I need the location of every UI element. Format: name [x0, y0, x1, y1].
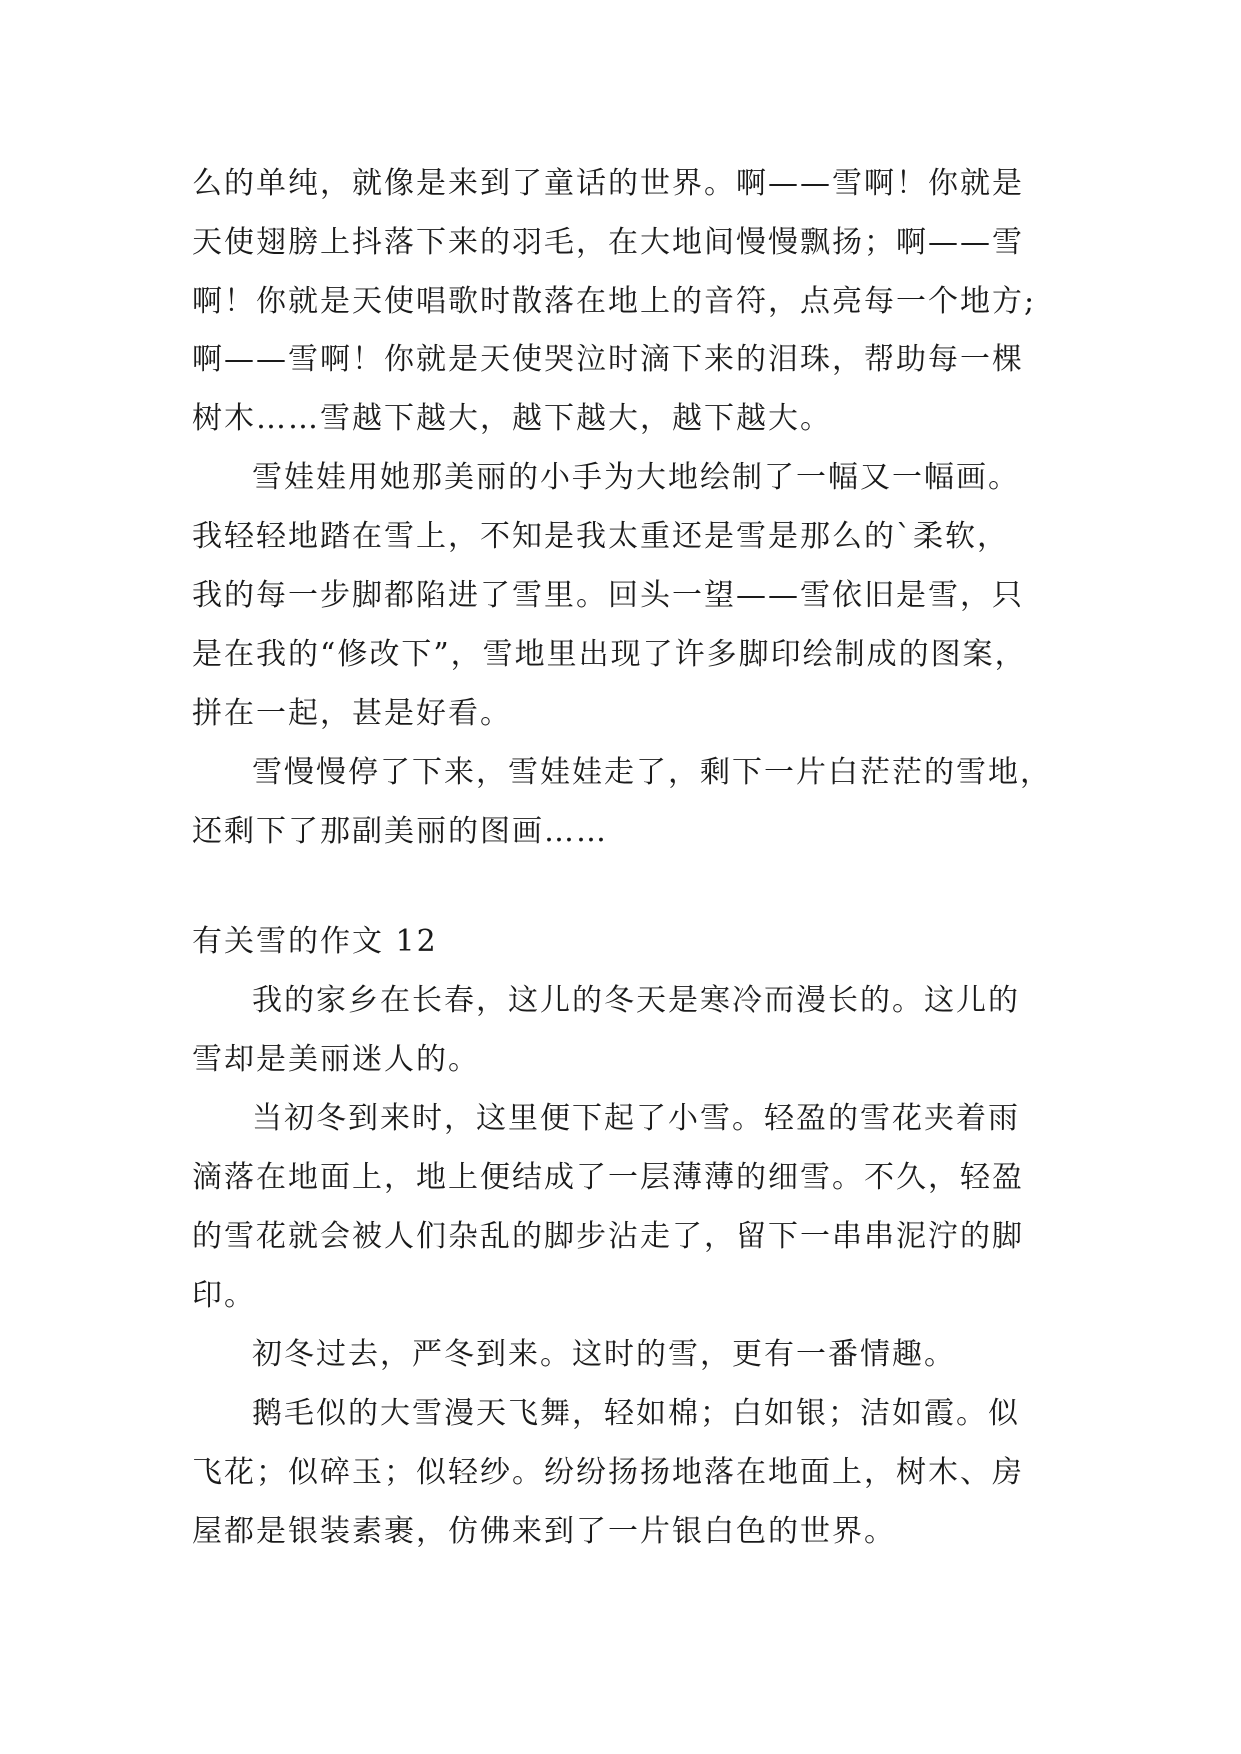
paragraph-line: 还剩下了那副美丽的图画…… — [192, 814, 608, 849]
paragraph-line: 鹅毛似的大雪漫天飞舞，轻如棉；白如银；洁如霞。似 — [252, 1396, 1020, 1431]
paragraph-line: 啊——雪啊！你就是天使哭泣时滴下来的泪珠，帮助每一棵 — [192, 342, 1024, 377]
paragraph-line: 印。 — [192, 1278, 256, 1313]
paragraph-line: 屋都是银装素裹，仿佛来到了一片银白色的世界。 — [192, 1514, 896, 1549]
paragraph-line: 我的家乡在长春，这儿的冬天是寒冷而漫长的。这儿的 — [252, 983, 1020, 1018]
paragraph-line: 滴落在地面上，地上便结成了一层薄薄的细雪。不久，轻盈 — [192, 1160, 1024, 1195]
paragraph-line: 飞花；似碎玉；似轻纱。纷纷扬扬地落在地面上，树木、房 — [192, 1455, 1024, 1490]
paragraph-line: 的雪花就会被人们杂乱的脚步沾走了，留下一串串泥泞的脚 — [192, 1219, 1024, 1254]
paragraph-line: 我轻轻地踏在雪上，不知是我太重还是雪是那么的`柔软， — [192, 519, 1009, 554]
paragraph-line: 初冬过去，严冬到来。这时的雪，更有一番情趣。 — [252, 1337, 956, 1372]
paragraph-line: 雪娃娃用她那美丽的小手为大地绘制了一幅又一幅画。 — [252, 460, 1020, 495]
paragraph-line: 树木……雪越下越大，越下越大，越下越大。 — [192, 401, 832, 436]
paragraph-line: 啊！你就是天使唱歌时散落在地上的音符，点亮每一个地方; — [192, 284, 1037, 319]
paragraph-line: 当初冬到来时，这里便下起了小雪。轻盈的雪花夹着雨 — [252, 1101, 1020, 1136]
paragraph-line: 是在我的“修改下”，雪地里出现了许多脚印绘制成的图案， — [192, 637, 1027, 672]
paragraph-line: 拼在一起，甚是好看。 — [192, 696, 512, 731]
paragraph-line: 天使翅膀上抖落下来的羽毛，在大地间慢慢飘扬；啊——雪 — [192, 225, 1024, 260]
paragraph-line: 雪慢慢停了下来，雪娃娃走了，剩下一片白茫茫的雪地， — [252, 755, 1052, 790]
paragraph-line: 么的单纯，就像是来到了童话的世界。啊——雪啊！你就是 — [192, 166, 1024, 201]
paragraph-line: 雪却是美丽迷人的。 — [192, 1042, 480, 1077]
paragraph-line: 我的每一步脚都陷进了雪里。回头一望——雪依旧是雪，只 — [192, 578, 1024, 613]
section-heading: 有关雪的作文 12 — [192, 924, 438, 959]
